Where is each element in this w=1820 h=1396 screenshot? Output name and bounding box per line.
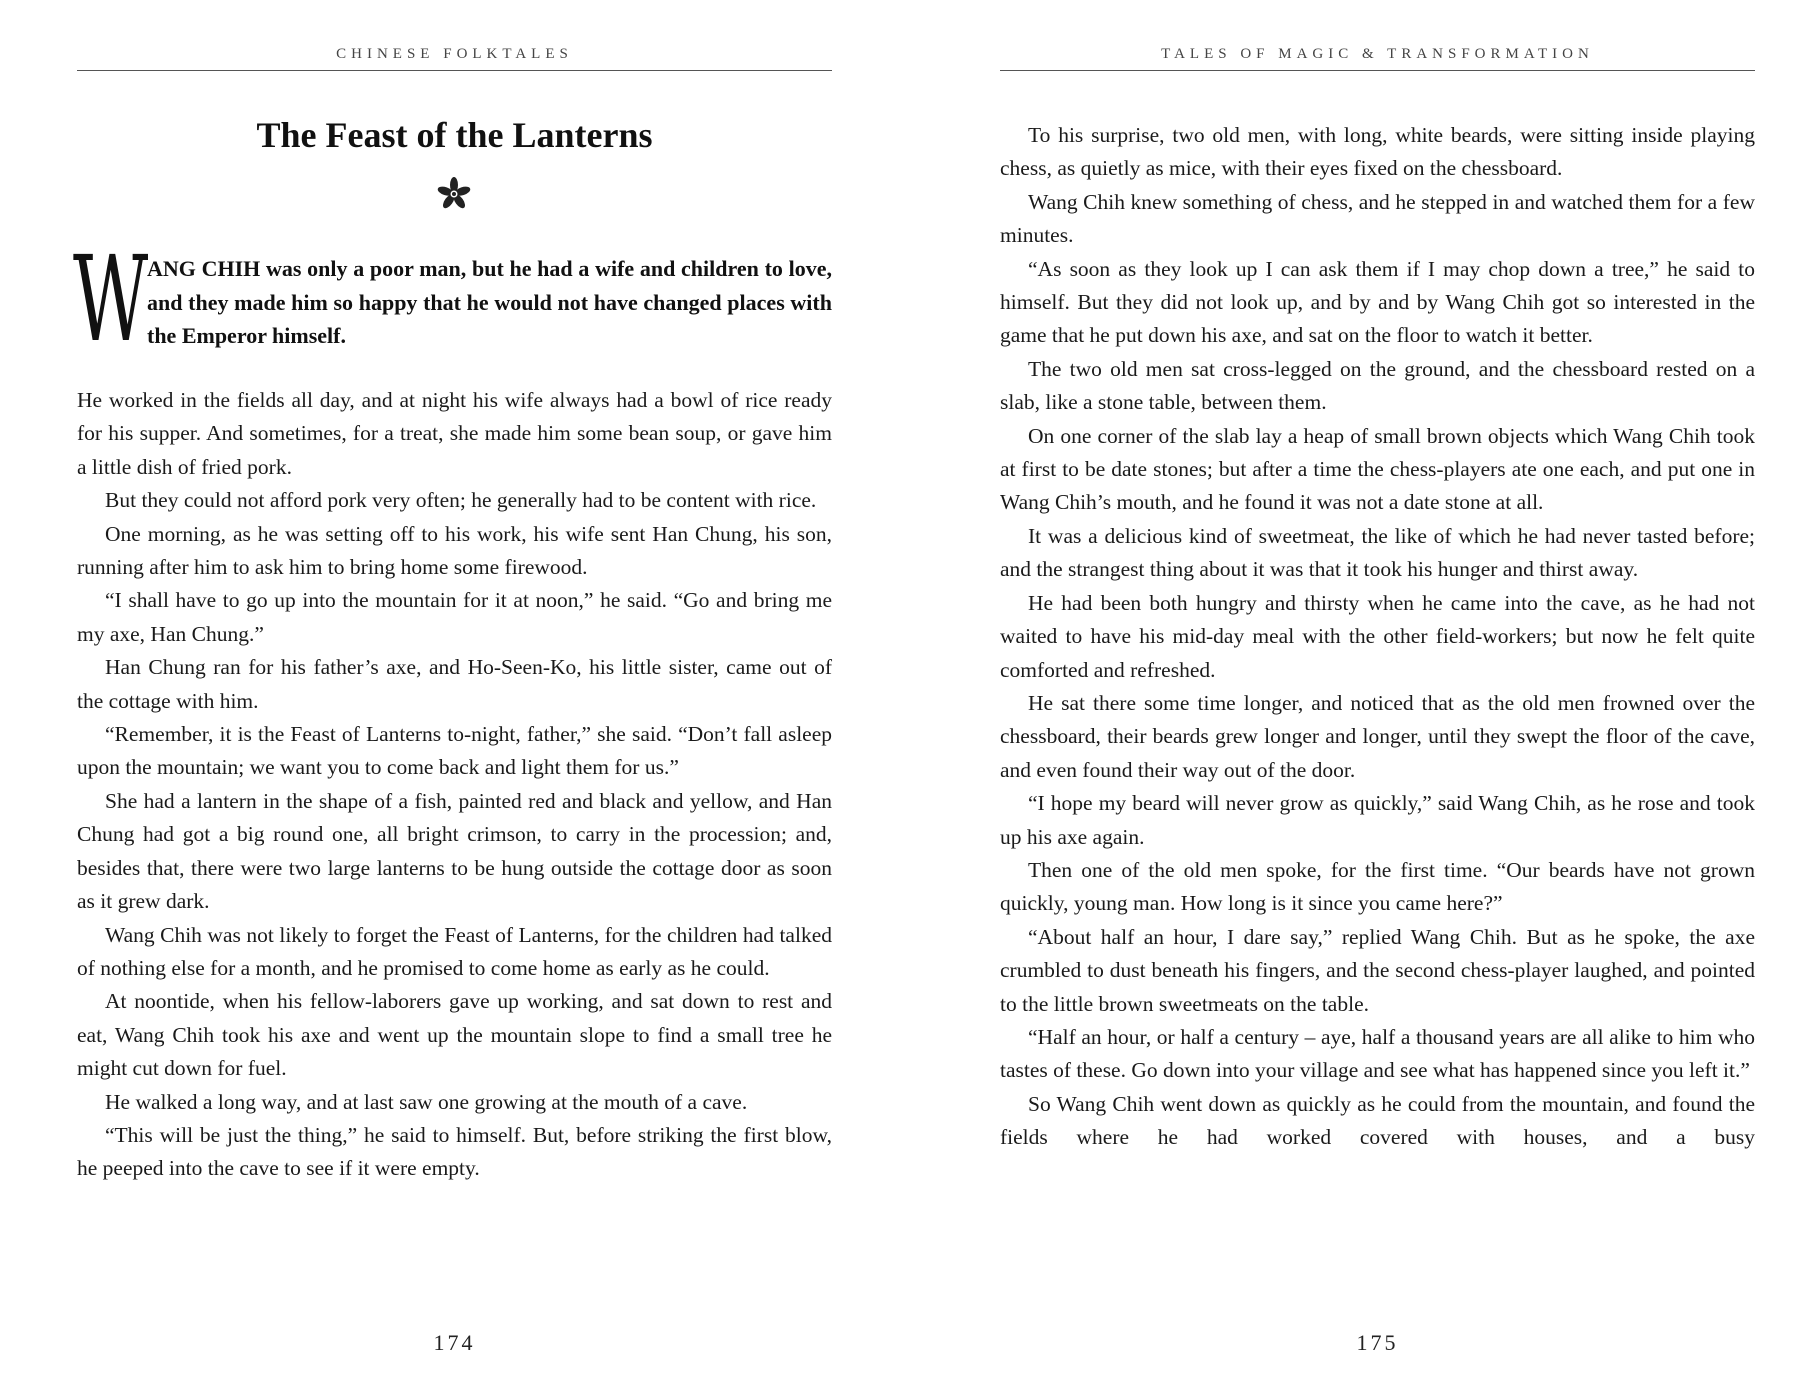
chapter-title: The Feast of the Lanterns	[256, 115, 653, 155]
paragraph: “Remember, it is the Feast of Lanterns to-night, father,” she said. “Don’t fall asleep upon the mountain; we want you to come back and light them for us.”	[77, 722, 832, 780]
body-text-left	[77, 384, 832, 1186]
paragraph: On one corner of the slab lay a heap of small brown objects which Wang Chih took at first to be date stones; but after a time the chess-players ate one each, and put one in Wang Chih’s mouth, and he found it was not a date stone at all.	[1000, 423, 1755, 515]
paragraph: The two old men sat cross-legged on the ground, and the chessboard rested on a slab, like a stone table, between them.	[1000, 356, 1755, 415]
paragraph: “I shall have to go up into the mountain for it at noon,” he said. “Go and bring me my axe, Han Chung.”	[77, 588, 832, 646]
paragraph: “Half an hour, or half a century – aye, half a thousand years are all alike to him who tastes of these. Go down into your village and see what has happened since you left it.”	[1000, 1024, 1755, 1083]
left-page	[73, 0, 832, 1396]
paragraph: He worked in the fields all day, and at night his wife always had a bowl of rice ready for his supper. And sometimes, for a treat, she made him some bean soup, or gave him a little dish of fried pork.	[77, 388, 832, 479]
opening-paragraph	[73, 230, 832, 368]
page-number-right: 175	[1356, 1330, 1399, 1355]
head-rule-left	[77, 70, 832, 71]
paragraph: Wang Chih knew something of chess, and he stepped in and watched them for a few minutes.	[1000, 189, 1755, 248]
lead-text: ANG CHIH was only a poor man, but he had a wife and children to love, and they made him so happy that he would not have changed places with the Emperor himself.	[147, 256, 832, 348]
paragraph: At noontide, when his fellow-laborers gave up working, and sat down to rest and eat, Wang Chih took his axe and went up the mountain slope to find a small tree he might cut down for fuel.	[77, 989, 832, 1081]
flower-ornament-icon	[436, 176, 472, 212]
paragraph: But they could not afford pork very often; he generally had to be content with rice.	[105, 488, 817, 513]
paragraph: He walked a long way, and at last saw one growing at the mouth of a cave.	[105, 1089, 748, 1114]
paragraph: Wang Chih was not likely to forget the Feast of Lanterns, for the children had talked of nothing else for a month, and he promised to come home as early as he could.	[77, 922, 832, 980]
paragraph: Then one of the old men spoke, for the first time. “Our beards have not grown quickly, young man. How long is it since you came here?”	[1000, 857, 1755, 916]
running-head-left: CHINESE FOLKTALES	[336, 46, 573, 62]
paragraph: “I hope my beard will never grow as quickly,” said Wang Chih, as he rose and took up his axe again.	[1000, 791, 1755, 849]
paragraph: “As soon as they look up I can ask them if I may chop down a tree,” he said to himself. But they did not look up, and by and by Wang Chih got so interested in the game that he put down his axe, and sat on the floor to watch it better.	[1000, 256, 1755, 348]
paragraph: “About half an hour, I dare say,” replied Wang Chih. But as he spoke, the axe crumbled to dust beneath his fingers, and the second chess-player laughed, and pointed to the little brown sweetmeats on the table.	[1000, 924, 1755, 1016]
paragraph: He had been both hungry and thirsty when he came into the cave, as he had not waited to have his mid-day meal with the other field-workers; but now he felt quite comforted and refreshed.	[1000, 590, 1755, 682]
paragraph: So Wang Chih went down as quickly as he could from the mountain, and found the fields where he had worked covered with houses, and a busy	[1000, 1091, 1755, 1150]
paragraph: To his surprise, two old men, with long, white beards, were sitting inside playing chess, as quietly as mice, with their eyes fixed on the chessboard.	[1000, 123, 1755, 181]
head-rule-right	[1000, 70, 1755, 71]
body-text-right	[1000, 119, 1755, 1155]
paragraph: Han Chung ran for his father’s axe, and Ho-Seen-Ko, his little sister, came out of the cottage with him.	[77, 655, 832, 713]
running-head-right: TALES OF MAGIC & TRANSFORMATION	[1161, 46, 1594, 62]
page-number-left: 174	[433, 1330, 476, 1355]
paragraph: It was a delicious kind of sweetmeat, the like of which he had never tasted before; and the strangest thing about it was that it took his hunger and thirst away.	[1000, 523, 1755, 582]
right-page	[1000, 0, 1755, 1396]
paragraph: One morning, as he was setting off to his work, his wife sent Han Chung, his son, running after him to ask him to bring home some firewood.	[77, 521, 832, 580]
paragraph: She had a lantern in the shape of a fish, painted red and black and yellow, and Han Chung had got a big round one, all bright crimson, to carry in the procession; and, besides that, there were two large lanterns to be hung outside the cottage door as soon as it grew dark.	[77, 788, 832, 914]
paragraph: “This will be just the thing,” he said to himself. But, before striking the first blow, he peeped into the cave to see if it were empty.	[77, 1122, 832, 1181]
paragraph: He sat there some time longer, and noticed that as the old men frowned over the chessboard, their beards grew longer and longer, until they swept the floor of the cave, and even found their way out of the door.	[1000, 690, 1755, 782]
drop-cap: W	[73, 230, 149, 368]
